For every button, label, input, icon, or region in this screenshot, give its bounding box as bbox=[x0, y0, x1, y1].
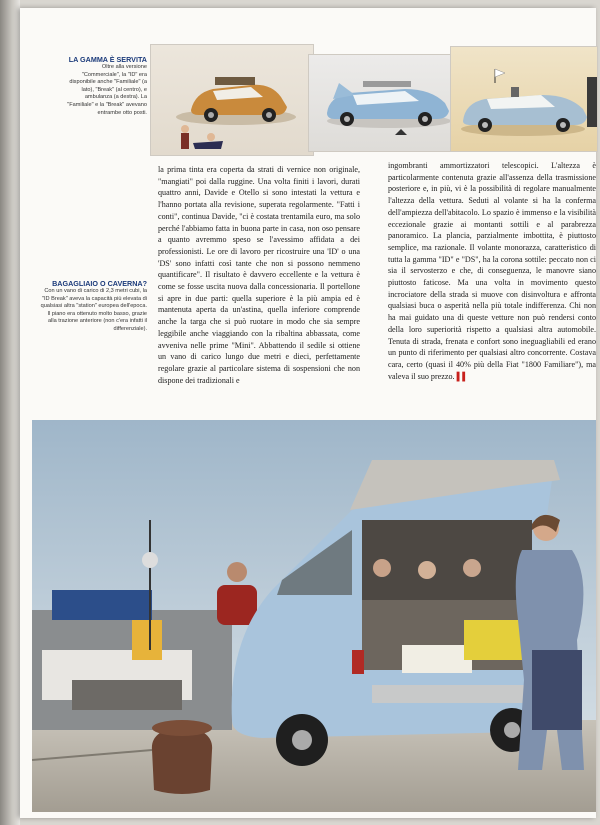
article-column-2-paragraph bbox=[388, 160, 596, 382]
ambulance-car-illustration bbox=[451, 47, 597, 151]
caption-bagagliaio-body: Con un vano di carico di 2,3 metri cubi, la "ID Break" aveva la capacità più elevata di qualsiasi altra "station" europea dell'epoca. Il piano era ottenuto molto basso, grazie alla trazione anteriore (non c'era infatti il differenziale). bbox=[40, 288, 147, 332]
break-car-illustration bbox=[309, 55, 459, 151]
photo-break-at-harbour bbox=[32, 420, 596, 812]
harbour-scene-illustration bbox=[32, 420, 596, 812]
photo-familiale bbox=[150, 44, 314, 156]
article-column-2-text: ingombranti ammortizzatori telescopici. L'altezza è particolarmente contenuta grazie all'assenza della trasmissione posteriore e, in più, vi è la possibilità di regolare manualmente l'altezza della vettura. Seduti al volante si ha la conferma dell'ampiezza dell'abitacolo. Lo spazio è immenso e la visibilità eccezionale grazie ai montanti sottili e al parabrezza panoramico. La plancia, parzialmente imbottita, è piuttosto semplice, ma razionale. Il volante monorazza, caratteristico di tutta la gamma "ID" e "DS", ha la corona sottile: peccato non ci sia il servosterzo e che, di conseguenza, le manovre siano piuttosto faticose. Ma una volta in movimento questo incrociatore della strada si muove con disinvoltura e affronta qualsiasi buca o asperità nella più totale indifferenza. Chi non ha mai guidato una di queste vetture non può rendersi conto della loro superiorità rispetto a qualsiasi altra automobile. Tenuta di strada, frenata e confort sono ineguagliabili ed erano un punto di riferimento per qualsiasi altro concorrente. Costava cara, certo (quasi il 40% più della Fiat "1800 Familiare"), ma valeva il suo prezzo. bbox=[388, 161, 596, 381]
caption-bagagliaio bbox=[40, 280, 147, 334]
caption-gamma-body: Oltre alla versione "Commerciale", la "ID" era disponibile anche "Familiale" (a lato), "Break" (al centro), e ambulanza (a destra). La "Familiale" e la "Break" avevano entrambe otto posti. bbox=[67, 64, 147, 116]
end-of-article-mark: ▌▌ bbox=[456, 371, 469, 381]
photo-break bbox=[308, 54, 460, 152]
caption-gamma bbox=[65, 56, 147, 117]
article-column-2 bbox=[388, 160, 596, 382]
caption-gamma-title: LA GAMMA È SERVITA bbox=[68, 55, 147, 64]
familiale-car-illustration bbox=[151, 45, 313, 155]
article-column-1-text: la prima tinta era coperta da strati di vernice non originale, "mangiati" poi dalla ruggine. Una volta finiti i lavori, durati quattro anni, Davide e Otello si sono intestati la vettura e l'hanno portata alla revisione, superata regolarmente. "Fatti i conti", continua Davide, "ci è costata trentamila euro, ma solo perché l'abbiamo fatta in buona parte in casa, non oso pensare a quanto avremmo speso se l'avessimo affidata a dei professionisti. Le ore di lavoro per ricostruire una 'ID' o una 'DS' sono infatti così tante che non si possono nemmeno quantificare". Il risultato è davvero eccellente e la vettura è come se fosse uscita nuova dalla concessionaria. Il portellone si apre in due parti: quella superiore è la più ampia ed è mantenuta aperta da un'astina, quella inferiore comprende anche la targa che si può ruotare in modo che sia sempre leggibile anche viaggiando con la ribaltina abbassata, come avveniva nelle prime "Mini". Abbattendo il sedile si ottiene un vano di carico lungo due metri e dieci, perfettamente regolare grazie al particolare sistema di sospensioni che non dispone dei tradizionali e bbox=[158, 165, 360, 385]
article-column-1 bbox=[158, 164, 360, 386]
photo-ambulanza bbox=[450, 46, 598, 152]
caption-bagagliaio-title: BAGAGLIAIO O CAVERNA? bbox=[52, 279, 147, 288]
